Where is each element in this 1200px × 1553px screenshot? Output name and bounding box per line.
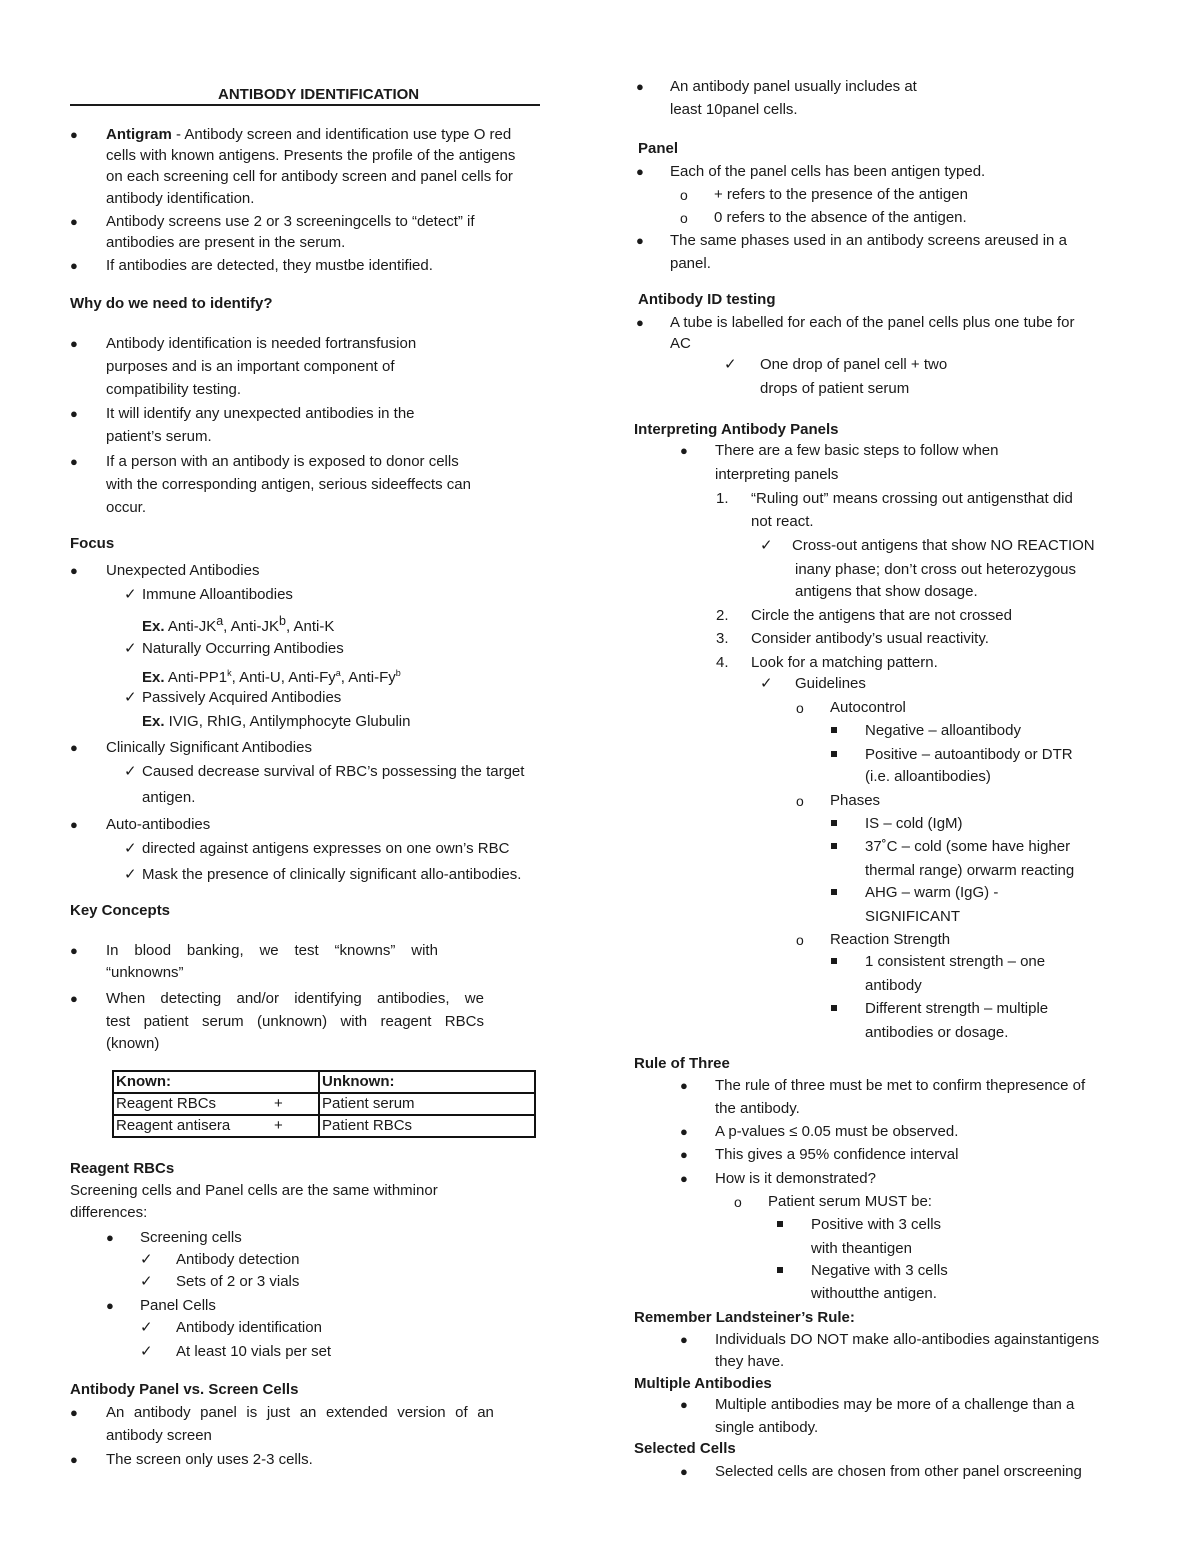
square-bullet-icon xyxy=(831,751,837,757)
bullet-icon: ● xyxy=(70,214,78,229)
bullet-icon: ● xyxy=(70,740,78,755)
why-text: patient’s serum. xyxy=(106,428,212,445)
focus-text: Clinically Significant Antibodies xyxy=(106,739,312,756)
bullet-icon: ● xyxy=(70,258,78,273)
panel-text: The same phases used in an antibody screens areused in a xyxy=(670,232,1067,249)
bullet-icon: ● xyxy=(70,127,78,142)
table-row xyxy=(113,1093,535,1115)
interpreting-text: IS – cold (IgM) xyxy=(865,815,963,832)
circle-bullet-icon: o xyxy=(680,187,688,203)
circle-bullet-icon: o xyxy=(796,932,804,948)
focus-text: Passively Acquired Antibodies xyxy=(142,689,342,706)
focus-text: Immune Alloantibodies xyxy=(142,586,293,603)
panel-text: + refers to the presence of the antigen xyxy=(714,186,968,203)
bullet-icon: ● xyxy=(106,1298,114,1313)
rule-of-three-text: the antibody. xyxy=(715,1100,800,1117)
interpreting-text: thermal range) orwarm reacting xyxy=(865,862,1075,879)
antigram-line-2: cells with known antigens. Presents the profile of the antigens xyxy=(106,147,516,164)
interpreting-text: Phases xyxy=(830,792,881,809)
bullet-icon: ● xyxy=(70,454,78,469)
rule-of-three-text: Positive with 3 cells xyxy=(811,1216,942,1233)
rule-of-three-text: A p-values ≤ 0.05 must be observed. xyxy=(715,1123,959,1140)
page-title: ANTIBODY IDENTIFICATION xyxy=(218,86,420,103)
check-icon: ✓ xyxy=(124,866,137,883)
antigram-line-1: Antigram - Antibody screen and identification use type O red xyxy=(106,126,512,143)
bullet-icon: ● xyxy=(680,1124,688,1139)
rule-of-three-text: Patient serum MUST be: xyxy=(768,1193,932,1210)
bullet-icon: ● xyxy=(680,1332,688,1347)
step-number: 1. xyxy=(716,490,729,507)
interpreting-text: Positive – autoantibody or DTR xyxy=(865,746,1073,763)
focus-text: antigen. xyxy=(142,789,196,806)
interpreting-text: interpreting panels xyxy=(715,466,839,483)
square-bullet-icon xyxy=(831,889,837,895)
why-heading: Why do we need to identify? xyxy=(70,295,273,312)
panel-vs-screen-line-2: antibody screen xyxy=(106,1427,212,1444)
interpreting-text: Reaction Strength xyxy=(830,931,951,948)
interpreting-text: antibodies or dosage. xyxy=(865,1024,1009,1041)
bullet-icon: ● xyxy=(70,943,78,958)
interpreting-text: antibody xyxy=(865,977,922,994)
panel-text: Each of the panel cells has been antigen typed. xyxy=(670,163,986,180)
circle-bullet-icon: o xyxy=(796,700,804,716)
key-concept-2-line-1: When detecting and/or identifying antibodies, we xyxy=(106,990,484,1007)
reagent-text: Sets of 2 or 3 vials xyxy=(176,1273,300,1290)
reagent-text: Antibody identification xyxy=(176,1319,322,1336)
bullet-icon: ● xyxy=(636,164,644,179)
rule-of-three-text: This gives a 95% confidence interval xyxy=(715,1146,959,1163)
reagent-text: Screening cells xyxy=(140,1229,242,1246)
id-testing-text: AC xyxy=(670,335,691,352)
why-text: Antibody identification is needed fortransfusion xyxy=(106,335,417,352)
table-cell: Reagent antisera + xyxy=(113,1115,319,1137)
key-concepts-heading: Key Concepts xyxy=(70,902,171,919)
square-bullet-icon xyxy=(777,1221,783,1227)
bullet-icon: ● xyxy=(680,1078,688,1093)
why-text: compatibility testing. xyxy=(106,381,242,398)
key-concept-2-line-3: (known) xyxy=(106,1035,160,1052)
step-number: 2. xyxy=(716,607,729,624)
panel-count-line-2: least 10panel cells. xyxy=(670,101,798,118)
bullet-icon: ● xyxy=(70,336,78,351)
rule-of-three-text: Negative with 3 cells xyxy=(811,1262,948,1279)
interpreting-text: Look for a matching pattern. xyxy=(751,654,938,671)
check-icon: ✓ xyxy=(760,537,773,554)
reagent-text: Panel Cells xyxy=(140,1297,216,1314)
key-concept-1-line-1: In blood banking, we test “knowns” with xyxy=(106,942,438,959)
bullet-icon: ● xyxy=(680,1397,688,1412)
known-unknown-table xyxy=(112,1070,536,1138)
check-icon: ✓ xyxy=(124,640,137,657)
table-row xyxy=(113,1115,535,1137)
antigram-line-4: antibody identification. xyxy=(106,190,255,207)
rule-of-three-text: withoutthe antigen. xyxy=(811,1285,937,1302)
interpreting-text: Guidelines xyxy=(795,675,866,692)
step-number: 3. xyxy=(716,630,729,647)
bullet-icon: ● xyxy=(680,1464,688,1479)
reagent-text: At least 10 vials per set xyxy=(176,1343,332,1360)
bullet-icon: ● xyxy=(680,443,688,458)
panel-vs-screen-heading: Antibody Panel vs. Screen Cells xyxy=(70,1381,299,1398)
selected-cells-heading: Selected Cells xyxy=(634,1440,736,1457)
interpreting-text: “Ruling out” means crossing out antigensthat did xyxy=(751,490,1073,507)
step-number: 4. xyxy=(716,654,729,671)
why-text: purposes and is an important component of xyxy=(106,358,395,375)
square-bullet-icon xyxy=(831,820,837,826)
interpreting-text: Cross-out antigens that show NO REACTION xyxy=(792,537,1095,554)
bullet-icon: ● xyxy=(70,1452,78,1467)
table-row xyxy=(113,1071,535,1093)
circle-bullet-icon: o xyxy=(796,793,804,809)
check-icon: ✓ xyxy=(124,763,137,780)
interpreting-text: Consider antibody’s usual reactivity. xyxy=(751,630,989,647)
detected-line: If antibodies are detected, they mustbe identified. xyxy=(106,257,433,274)
key-concept-2-line-2: test patient serum (unknown) with reagent RBCs xyxy=(106,1013,484,1030)
table-cell: Known: xyxy=(113,1071,319,1093)
bullet-icon: ● xyxy=(70,1405,78,1420)
bullet-icon: ● xyxy=(70,563,78,578)
panel-vs-screen-line-3: The screen only uses 2-3 cells. xyxy=(106,1451,313,1468)
landsteiner-text: they have. xyxy=(715,1353,785,1370)
id-testing-text: One drop of panel cell + two xyxy=(760,356,948,373)
multiple-antibodies-text: Multiple antibodies may be more of a challenge than a xyxy=(715,1396,1075,1413)
interpreting-text: antigens that show dosage. xyxy=(795,583,978,600)
check-icon: ✓ xyxy=(140,1319,153,1336)
title-underline xyxy=(70,104,540,106)
id-testing-text: drops of patient serum xyxy=(760,380,910,397)
bullet-icon: ● xyxy=(680,1147,688,1162)
key-concept-1-line-2: “unknowns” xyxy=(106,964,184,981)
id-testing-heading: Antibody ID testing xyxy=(638,291,776,308)
interpreting-text: 37˚C – cold (some have higher xyxy=(865,838,1071,855)
why-text: occur. xyxy=(106,499,147,516)
bullet-icon: ● xyxy=(70,991,78,1006)
check-icon: ✓ xyxy=(140,1343,153,1360)
example-line-3: Ex. IVIG, RhIG, Antilymphocyte Glubulin xyxy=(142,713,411,730)
square-bullet-icon xyxy=(777,1267,783,1273)
landsteiner-text: Individuals DO NOT make allo-antibodies againstantigens xyxy=(715,1331,1100,1348)
check-icon: ✓ xyxy=(140,1273,153,1290)
check-icon: ✓ xyxy=(724,356,737,373)
rule-of-three-text: with theantigen xyxy=(811,1240,912,1257)
interpreting-text: Circle the antigens that are not crossed xyxy=(751,607,1012,624)
interpreting-text: There are a few basic steps to follow when xyxy=(715,442,999,459)
panel-vs-screen-line-1: An antibody panel is just an extended version of an xyxy=(106,1404,494,1421)
interpreting-heading: Interpreting Antibody Panels xyxy=(634,421,839,438)
table-cell: Patient RBCs xyxy=(319,1115,535,1137)
interpreting-text: (i.e. alloantibodies) xyxy=(865,768,991,785)
square-bullet-icon xyxy=(831,1005,837,1011)
reagent-text: Screening cells and Panel cells are the same withminor xyxy=(70,1182,438,1199)
interpreting-text: not react. xyxy=(751,513,814,530)
table-cell: Patient serum xyxy=(319,1093,535,1115)
focus-text: Auto-antibodies xyxy=(106,816,211,833)
bullet-icon: ● xyxy=(636,79,644,94)
bullet-icon: ● xyxy=(106,1230,114,1245)
check-icon: ✓ xyxy=(124,586,137,603)
screens-line-1: Antibody screens use 2 or 3 screeningcells to “detect” if xyxy=(106,213,475,230)
focus-text: Mask the presence of clinically significant allo-antibodies. xyxy=(142,866,522,883)
multiple-antibodies-heading: Multiple Antibodies xyxy=(634,1375,772,1392)
table-cell: Unknown: xyxy=(319,1071,535,1093)
check-icon: ✓ xyxy=(124,840,137,857)
reagent-heading: Reagent RBCs xyxy=(70,1160,175,1177)
example-line-1: Ex. Anti-$JK^a$, Anti-$JK^b$, Anti-K xyxy=(142,614,335,635)
panel-text: panel. xyxy=(670,255,711,272)
panel-heading: Panel xyxy=(638,140,679,157)
example-line-2: Ex. Anti-PP1$^k$, Anti-U, Anti-Fy$^a$, Anti-Fy$^b$ xyxy=(142,668,401,686)
selected-cells-text: Selected cells are chosen from other panel orscreening xyxy=(715,1463,1082,1480)
reagent-text: differences: xyxy=(70,1204,148,1221)
rule-of-three-text: How is it demonstrated? xyxy=(715,1170,876,1187)
panel-text: 0 refers to the absence of the antigen. xyxy=(714,209,967,226)
interpreting-text: 1 consistent strength – one xyxy=(865,953,1046,970)
circle-bullet-icon: o xyxy=(734,1194,742,1210)
focus-text: Caused decrease survival of RBC’s possessing the target xyxy=(142,763,525,780)
interpreting-text: Autocontrol xyxy=(830,699,906,716)
interpreting-text: SIGNIFICANT xyxy=(865,908,961,925)
screens-line-2: antibodies are present in the serum. xyxy=(106,234,346,251)
reagent-text: Antibody detection xyxy=(176,1251,300,1268)
bullet-icon: ● xyxy=(70,817,78,832)
bullet-icon: ● xyxy=(680,1171,688,1186)
panel-count-line-1: An antibody panel usually includes at xyxy=(670,78,917,95)
why-text: If a person with an antibody is exposed to donor cells xyxy=(106,453,459,470)
multiple-antibodies-text: single antibody. xyxy=(715,1419,819,1436)
rule-of-three-heading: Rule of Three xyxy=(634,1055,730,1072)
focus-text: Unexpected Antibodies xyxy=(106,562,260,579)
antigram-line-3: on each screening cell for antibody screen and panel cells for xyxy=(106,168,513,185)
interpreting-text: AHG – warm (IgG) - xyxy=(865,884,999,901)
square-bullet-icon xyxy=(831,958,837,964)
focus-text: directed against antigens expresses on one own’s RBC xyxy=(142,840,510,857)
table-cell: Reagent RBCs + xyxy=(113,1093,319,1115)
bullet-icon: ● xyxy=(636,315,644,330)
focus-text: Naturally Occurring Antibodies xyxy=(142,640,344,657)
interpreting-text: inany phase; don’t cross out heterozygous xyxy=(795,561,1077,578)
bullet-icon: ● xyxy=(636,233,644,248)
id-testing-text: A tube is labelled for each of the panel cells plus one tube for xyxy=(670,314,1075,331)
interpreting-text: Different strength – multiple xyxy=(865,1000,1049,1017)
check-icon: ✓ xyxy=(124,689,137,706)
check-icon: ✓ xyxy=(140,1251,153,1268)
square-bullet-icon xyxy=(831,843,837,849)
why-text: It will identify any unexpected antibodies in the xyxy=(106,405,415,422)
landsteiner-heading: Remember Landsteiner’s Rule: xyxy=(634,1309,855,1326)
focus-heading: Focus xyxy=(70,535,115,552)
bullet-icon: ● xyxy=(70,406,78,421)
circle-bullet-icon: o xyxy=(680,210,688,226)
rule-of-three-text: The rule of three must be met to confirm thepresence of xyxy=(715,1077,1086,1094)
interpreting-text: Negative – alloantibody xyxy=(865,722,1021,739)
square-bullet-icon xyxy=(831,727,837,733)
why-text: with the corresponding antigen, serious sideeffects can xyxy=(106,476,471,493)
check-icon: ✓ xyxy=(760,675,773,692)
